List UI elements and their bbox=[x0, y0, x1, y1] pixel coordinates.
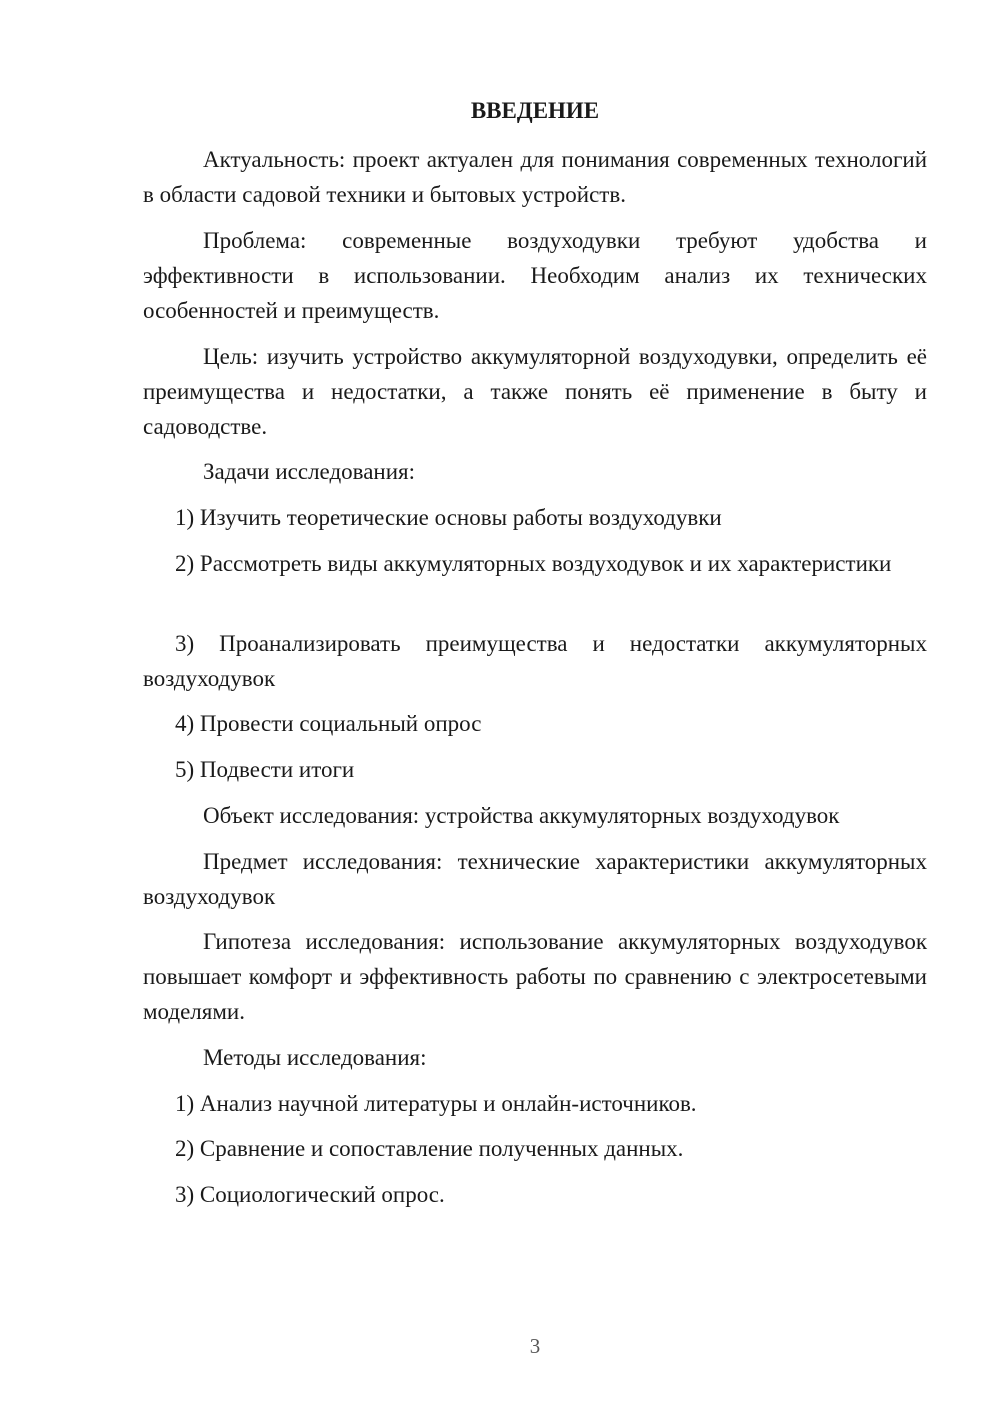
page-title: ВВЕДЕНИЕ bbox=[470, 98, 600, 123]
task-item: 2) Рассмотреть виды аккумуляторных воздуходувок и их характеристики bbox=[175, 551, 892, 576]
tasks-heading: Задачи исследования: bbox=[203, 459, 416, 484]
method-item: 1) Анализ научной литературы и онлайн-источников. bbox=[175, 1091, 697, 1116]
task-item: 3) Проанализировать преимущества и недостатки аккумуляторных воздуходувок bbox=[143, 631, 927, 691]
goal-paragraph: Цель: изучить устройство аккумуляторной воздуходувки, определить её преимущества и недостатки, а также понять её применение в быту и садоводстве. bbox=[143, 344, 927, 439]
method-item: 2) Сравнение и сопоставление полученных данных. bbox=[175, 1136, 684, 1161]
task-item: 1) Изучить теоретические основы работы воздуходувки bbox=[175, 505, 722, 530]
problem-paragraph: Проблема: современные воздуходувки требуют удобства и эффективности в использовании. Необходим анализ их технических особенностей и преимуществ. bbox=[143, 228, 927, 323]
task-item: 4) Провести социальный опрос bbox=[175, 711, 482, 736]
task-item: 5) Подвести итоги bbox=[175, 757, 355, 782]
methods-heading: Методы исследования: bbox=[203, 1045, 427, 1070]
object-paragraph: Объект исследования: устройства аккумуляторных воздуходувок bbox=[203, 803, 840, 828]
subject-paragraph: Предмет исследования: технические характеристики аккумуляторных воздуходувок bbox=[143, 849, 927, 909]
document-page bbox=[143, 0, 927, 1414]
hypothesis-paragraph: Гипотеза исследования: использование аккумуляторных воздуходувок повышает комфорт и эффективность работы по сравнению с электросетевыми моделями. bbox=[143, 929, 927, 1024]
relevance-paragraph: Актуальность: проект актуален для понимания современных технологий в области садовой техники и бытовых устройств. bbox=[143, 147, 927, 207]
method-item: 3) Социологический опрос. bbox=[175, 1182, 445, 1207]
page-number: 3 bbox=[529, 1334, 541, 1358]
